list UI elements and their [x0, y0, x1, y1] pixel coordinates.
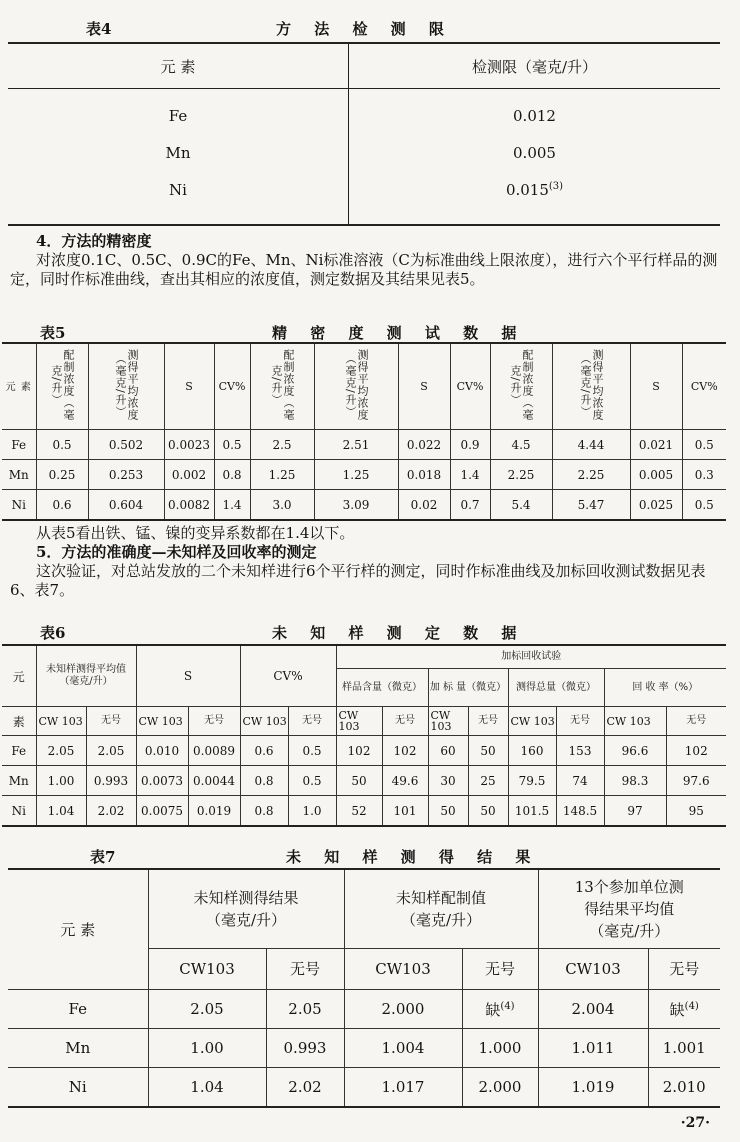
table7-cell: 2.010 [648, 1068, 720, 1108]
table6-cell: 0.010 [136, 736, 188, 766]
table5-cell: 0.8 [214, 460, 250, 490]
table6-cell: 101.5 [508, 796, 556, 827]
table5-caption [40, 322, 720, 342]
table-row [8, 134, 720, 171]
table7-cell: 1.04 [148, 1068, 266, 1108]
table6-cell: 25 [468, 766, 508, 796]
table6-header-added: 加 标 量（微克） [428, 669, 508, 707]
table6-cell: 0.0075 [136, 796, 188, 827]
table6-cell: 97 [604, 796, 666, 827]
table-row [8, 89, 720, 98]
table5-header-prepared: 配制浓度（毫克/升） [250, 343, 314, 430]
table-row [8, 171, 720, 208]
table7-sub-none: 无号 [266, 949, 344, 990]
table6-cell: 50 [428, 796, 468, 827]
table5-cell: 0.3 [682, 460, 726, 490]
table4-header-row [8, 43, 720, 89]
table6-caption [40, 622, 720, 642]
table6-cell: Ni [2, 796, 36, 827]
section5-heading: 5．方法的准确度—未知样及回收率的测定 [36, 543, 317, 561]
table5-cell: 0.604 [88, 490, 164, 521]
section4-heading: 4．方法的精密度 [36, 232, 152, 250]
table6 [2, 644, 726, 827]
table-row [8, 990, 720, 1029]
table6-cell: 50 [468, 736, 508, 766]
table5-header-mean: 测得平均浓度（毫克/升） [552, 343, 630, 430]
table5-cell: 4.5 [490, 430, 552, 460]
table6-header-cv: CV% [240, 645, 336, 707]
table6-sub-none: 无号 [382, 707, 428, 736]
table6-cell: 97.6 [666, 766, 726, 796]
table5-header-cv: CV% [682, 343, 726, 430]
table6-sub-cw: CW 103 [136, 707, 188, 736]
table6-header-row [2, 645, 726, 669]
table7-cell: 1.019 [538, 1068, 648, 1108]
table7-cell: 2.02 [266, 1068, 344, 1108]
table5-title: 精 密 度 测 试 数 据 [272, 324, 526, 342]
table6-sub-cw: CW 103 [604, 707, 666, 736]
table5-header-mean: 测得平均浓度（毫克/升） [88, 343, 164, 430]
table6-cell: Mn [2, 766, 36, 796]
table7-cell: 缺$^{(4)}$ [462, 990, 538, 1029]
table7-cell: 1.011 [538, 1029, 648, 1068]
table6-cell: 0.6 [240, 736, 288, 766]
table6-cell: 0.0044 [188, 766, 240, 796]
table4-header-limit: 检测限（毫克/升） [349, 43, 721, 89]
table4-number: 表4 [86, 20, 112, 38]
table5-cell: 0.0082 [164, 490, 214, 521]
table6-number: 表6 [40, 624, 66, 642]
table6-sub-none: 无号 [556, 707, 604, 736]
table7-cell: 2.004 [538, 990, 648, 1029]
table6-sub-cw: CW 103 [428, 707, 468, 736]
table5-header-prepared: 配制浓度（毫克/升） [36, 343, 88, 430]
table4-cell: Ni [8, 171, 349, 208]
table-row [2, 766, 726, 796]
table6-cell: 0.8 [240, 766, 288, 796]
table7-cell: 2.000 [462, 1068, 538, 1108]
table6-cell: 96.6 [604, 736, 666, 766]
table6-title: 未 知 样 测 定 数 据 [272, 624, 526, 642]
table5-cell: 0.0023 [164, 430, 214, 460]
table5-header-cv: CV% [450, 343, 490, 430]
table5-cell: 2.25 [490, 460, 552, 490]
table6-cell: 102 [336, 736, 382, 766]
table7-header-result: 未知样测得结果 （毫克/升） [148, 869, 344, 949]
table7-header-row [8, 869, 720, 949]
table7-cell: 缺$^{(4)}$ [648, 990, 720, 1029]
section4-text [10, 232, 724, 289]
table5-header-s: S [630, 343, 682, 430]
page-number: ·27· [680, 1115, 710, 1131]
table6-subheader-row [2, 707, 726, 736]
table7-cell: 1.000 [462, 1029, 538, 1068]
table7-cell: 2.000 [344, 990, 462, 1029]
table5-cell: Mn [2, 460, 36, 490]
table6-cell: 0.0089 [188, 736, 240, 766]
table5-cell: 0.022 [398, 430, 450, 460]
table6-sub-none: 无号 [288, 707, 336, 736]
table6-header-element-bottom: 素 [2, 707, 36, 736]
table7-header-element: 元 素 [8, 869, 148, 990]
table4-cell: 0.015$^{(3)}$ [505, 180, 564, 199]
table7 [8, 868, 720, 1108]
table-row [2, 430, 726, 460]
table5-header-s: S [398, 343, 450, 430]
table5-cell: 0.5 [214, 430, 250, 460]
table6-header-sample: 样品含量（微克） [336, 669, 428, 707]
table7-cell: 0.993 [266, 1029, 344, 1068]
table5-header-prepared: 配制浓度（毫克/升） [490, 343, 552, 430]
table5-cell: 3.0 [250, 490, 314, 521]
table7-cell: Mn [8, 1029, 148, 1068]
table5-cell: 0.502 [88, 430, 164, 460]
table6-sub-none: 无号 [468, 707, 508, 736]
table4-cell: 0.012 [513, 106, 556, 125]
table-row [8, 1068, 720, 1108]
table5-cell: 1.4 [214, 490, 250, 521]
table4 [8, 42, 720, 226]
table6-cell: 79.5 [508, 766, 556, 796]
table5-cell: 0.9 [450, 430, 490, 460]
table5-cell: 0.25 [36, 460, 88, 490]
table7-cell: 1.017 [344, 1068, 462, 1108]
table7-header-prepared: 未知样配制值 （毫克/升） [344, 869, 538, 949]
table6-cell: 160 [508, 736, 556, 766]
table7-sub-none: 无号 [648, 949, 720, 990]
table6-cell: 1.0 [288, 796, 336, 827]
table6-cell: 1.04 [36, 796, 86, 827]
table6-cell: 74 [556, 766, 604, 796]
table6-cell: 101 [382, 796, 428, 827]
table5-conclusion: 从表5看出铁、锰、镍的变异系数都在1.4以下。 [36, 524, 355, 542]
table6-cell: 50 [336, 766, 382, 796]
table6-cell: 0.8 [240, 796, 288, 827]
table5-cell: 3.09 [314, 490, 398, 521]
table5-header-row [2, 343, 726, 430]
table5-cell: 0.7 [450, 490, 490, 521]
table6-cell: 0.993 [86, 766, 136, 796]
table5-header-element: 元 素 [2, 343, 36, 430]
table6-cell: 2.05 [36, 736, 86, 766]
table5-cell: 1.4 [450, 460, 490, 490]
table5-number: 表5 [40, 324, 66, 342]
table4-caption [86, 18, 726, 38]
table5-cell: 0.253 [88, 460, 164, 490]
table6-cell: Fe [2, 736, 36, 766]
table-row [2, 460, 726, 490]
table5 [2, 342, 726, 521]
table5-cell: 5.4 [490, 490, 552, 521]
table6-cell: 0.019 [188, 796, 240, 827]
table7-cell: Fe [8, 990, 148, 1029]
table-row [2, 490, 726, 521]
table6-header-recovery: 回 收 率（%） [604, 669, 726, 707]
table6-cell: 102 [382, 736, 428, 766]
table4-title: 方 法 检 测 限 [276, 20, 453, 38]
table7-title: 未 知 样 测 得 结 果 [286, 848, 540, 866]
table6-cell: 0.5 [288, 736, 336, 766]
table6-cell: 0.5 [288, 766, 336, 796]
table6-sub-none: 无号 [188, 707, 240, 736]
section4-body: 对浓度0.1C、0.5C、0.9C的Fe、Mn、Ni标准溶液（C为标准曲线上限浓度），进行六个平行样品的测定，同时作标准曲线，查出其相应的浓度值，测定数据及其结果见表5。 [10, 251, 718, 288]
table5-cell: 1.25 [314, 460, 398, 490]
table6-header-element: 元 [2, 645, 36, 707]
table5-header-mean: 测得平均浓度（毫克/升） [314, 343, 398, 430]
table5-cell: 2.5 [250, 430, 314, 460]
table6-cell: 148.5 [556, 796, 604, 827]
table6-cell: 49.6 [382, 766, 428, 796]
table7-number: 表7 [90, 848, 116, 866]
table7-sub-cw: CW103 [344, 949, 462, 990]
table6-cell: 102 [666, 736, 726, 766]
table6-cell: 153 [556, 736, 604, 766]
table5-cell: 0.6 [36, 490, 88, 521]
table6-sub-cw: CW 103 [36, 707, 86, 736]
table6-cell: 0.0073 [136, 766, 188, 796]
table6-cell: 52 [336, 796, 382, 827]
table6-cell: 50 [468, 796, 508, 827]
table6-sub-cw: CW 103 [336, 707, 382, 736]
table6-cell: 1.00 [36, 766, 86, 796]
table5-cell: Fe [2, 430, 36, 460]
table-row [2, 736, 726, 766]
table6-sub-none: 无号 [666, 707, 726, 736]
table4-header-element: 元 素 [8, 43, 349, 89]
table7-cell: 1.004 [344, 1029, 462, 1068]
table5-cell: 1.25 [250, 460, 314, 490]
table7-header-average: 13个参加单位测 得结果平均值 （毫克/升） [538, 869, 720, 949]
table6-sub-cw: CW 103 [240, 707, 288, 736]
table6-header-s: S [136, 645, 240, 707]
table6-cell: 2.05 [86, 736, 136, 766]
table7-cell: 2.05 [266, 990, 344, 1029]
table5-cell: 0.021 [630, 430, 682, 460]
table7-cell: 1.00 [148, 1029, 266, 1068]
section5-text [10, 524, 724, 600]
table5-cell: 2.51 [314, 430, 398, 460]
table7-cell: 1.001 [648, 1029, 720, 1068]
table-row [8, 1029, 720, 1068]
table5-cell: 0.002 [164, 460, 214, 490]
table7-sub-cw: CW103 [538, 949, 648, 990]
table5-cell: 0.5 [36, 430, 88, 460]
table5-cell: 5.47 [552, 490, 630, 521]
table5-cell: 0.02 [398, 490, 450, 521]
table6-header-spike: 加标回收试验 [336, 645, 726, 669]
table5-header-s: S [164, 343, 214, 430]
table4-cell: Fe [8, 97, 349, 134]
table4-cell: 0.005 [513, 143, 556, 162]
table5-cell: Ni [2, 490, 36, 521]
table-row [2, 796, 726, 827]
table5-cell: 0.005 [630, 460, 682, 490]
table5-cell: 0.025 [630, 490, 682, 521]
table6-cell: 30 [428, 766, 468, 796]
table5-cell: 2.25 [552, 460, 630, 490]
table6-sub-none: 无号 [86, 707, 136, 736]
table7-sub-none: 无号 [462, 949, 538, 990]
table6-cell: 98.3 [604, 766, 666, 796]
table5-cell: 0.5 [682, 490, 726, 521]
table6-sub-cw: CW 103 [508, 707, 556, 736]
table5-header-cv: CV% [214, 343, 250, 430]
table4-cell: Mn [8, 134, 349, 171]
table-row [8, 97, 720, 134]
table7-cell: 2.05 [148, 990, 266, 1029]
table5-cell: 4.44 [552, 430, 630, 460]
table5-cell: 0.5 [682, 430, 726, 460]
table6-header-total: 测得总量（微克） [508, 669, 604, 707]
table6-header-mean: 未知样测得平均值（毫克/升） [36, 645, 136, 707]
table6-cell: 60 [428, 736, 468, 766]
table6-cell: 95 [666, 796, 726, 827]
table7-cell: Ni [8, 1068, 148, 1108]
table7-sub-cw: CW103 [148, 949, 266, 990]
table7-caption [90, 846, 720, 866]
table6-cell: 2.02 [86, 796, 136, 827]
table-row [8, 208, 720, 225]
section5-body: 这次验证，对总站发放的二个未知样进行6个平行样的测定，同时作标准曲线及加标回收测试数据见表6、表7。 [10, 562, 706, 599]
table5-cell: 0.018 [398, 460, 450, 490]
